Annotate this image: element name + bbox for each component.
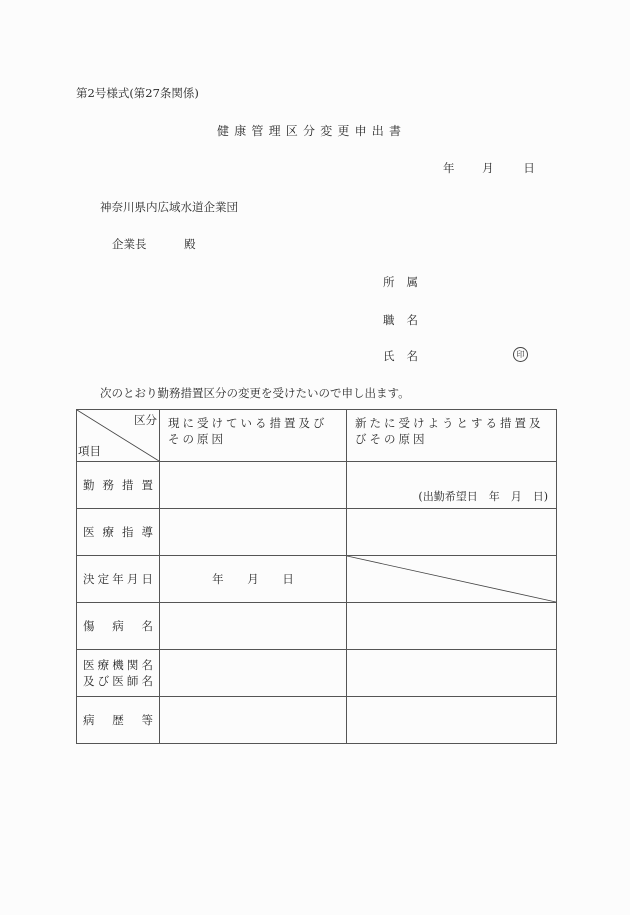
document-title: 健康管理区分変更申出書 xyxy=(217,124,407,138)
form-number: 第2号様式(第27条関係) xyxy=(76,86,199,100)
current-history-cell[interactable] xyxy=(160,697,347,744)
field-label: 名 xyxy=(406,313,418,327)
date-year: 年 xyxy=(443,161,455,175)
current-work-measure-cell[interactable] xyxy=(160,462,347,509)
table-row xyxy=(77,462,557,509)
decision-month: 月 xyxy=(247,572,259,586)
seal-icon: 印 xyxy=(513,347,528,362)
corner-kubun: 区分 xyxy=(134,413,157,427)
table-row xyxy=(77,603,557,650)
row-label-medical-guidance: 医療指導 xyxy=(77,509,160,556)
label-line: 及び医師名 xyxy=(83,674,153,688)
field-job-title xyxy=(383,312,418,328)
new-history-cell[interactable] xyxy=(347,697,557,744)
label-line: 医療機関名 xyxy=(83,658,153,672)
row-label-illness-name: 傷病名 xyxy=(77,603,160,650)
row-label-decision-date: 決定年月日 xyxy=(77,556,160,603)
decision-year: 年 xyxy=(212,572,224,586)
row-label-medical-institution xyxy=(77,650,160,697)
corner-cell xyxy=(77,410,160,462)
submission-date xyxy=(443,160,535,176)
field-label: 氏 xyxy=(383,349,395,363)
new-illness-cell[interactable] xyxy=(347,603,557,650)
field-label: 属 xyxy=(406,275,418,289)
table-row xyxy=(77,650,557,697)
request-table xyxy=(76,409,557,744)
current-medical-guidance-cell[interactable] xyxy=(160,509,347,556)
field-label: 所 xyxy=(383,275,395,289)
decision-date-cell[interactable] xyxy=(160,556,347,603)
header-new-measure: 新たに受けようとする措置及びその原因 xyxy=(347,410,557,462)
strikethrough-line-icon xyxy=(347,556,556,602)
table-row xyxy=(77,697,557,744)
field-name xyxy=(383,348,418,364)
new-work-measure-cell[interactable] xyxy=(347,462,557,509)
table-row xyxy=(77,509,557,556)
current-institution-cell[interactable] xyxy=(160,650,347,697)
field-label: 職 xyxy=(383,313,395,327)
current-illness-cell[interactable] xyxy=(160,603,347,650)
field-label: 名 xyxy=(406,349,418,363)
corner-koumoku: 項目 xyxy=(78,444,101,458)
row-label-work-measure: 勤務措置 xyxy=(77,462,160,509)
struck-out-cell xyxy=(347,556,557,603)
addressee-position xyxy=(112,236,196,252)
table-header-row xyxy=(77,410,557,462)
field-affiliation xyxy=(383,274,418,290)
addressee-title: 企業長 xyxy=(112,237,147,251)
desired-work-date-note: (出勤希望日 年 月 日) xyxy=(418,490,548,503)
new-medical-guidance-cell[interactable] xyxy=(347,509,557,556)
date-month: 月 xyxy=(482,161,494,175)
table-row xyxy=(77,556,557,603)
header-current-measure: 現に受けている措置及びその原因 xyxy=(160,410,347,462)
new-institution-cell[interactable] xyxy=(347,650,557,697)
row-label-medical-history: 病歴等 xyxy=(77,697,160,744)
addressee-honorific: 殿 xyxy=(184,237,196,251)
intro-text: 次のとおり勤務措置区分の変更を受けたいので申し出ます。 xyxy=(100,386,410,400)
date-day: 日 xyxy=(523,161,535,175)
addressee-organization: 神奈川県内広域水道企業団 xyxy=(100,200,238,214)
decision-day: 日 xyxy=(282,572,294,586)
